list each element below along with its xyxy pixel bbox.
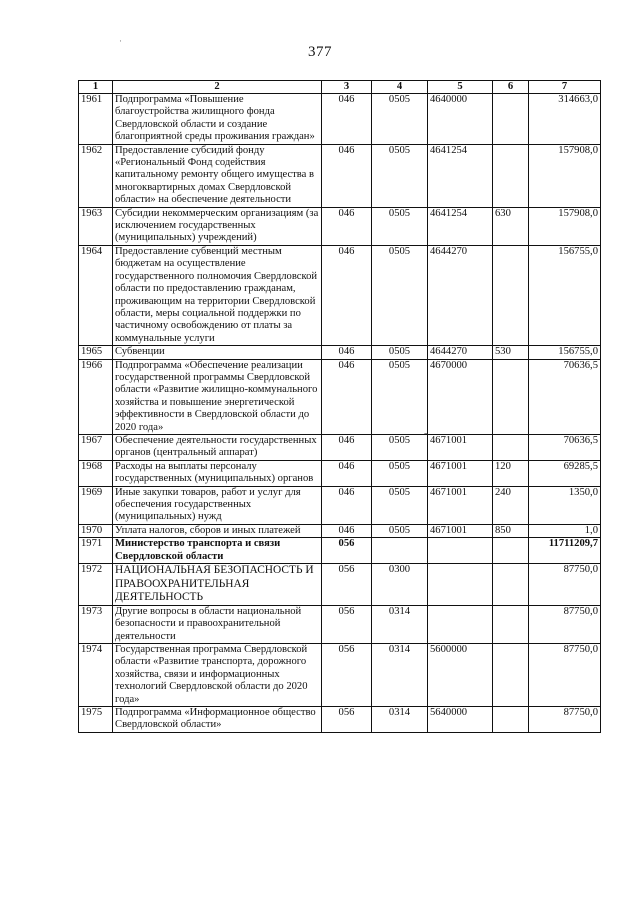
row-expense-type-cell xyxy=(493,144,529,207)
table-row xyxy=(79,207,601,245)
row-name-cell: Субсидии некоммерческим организациям (за исключением государственных (муниципальных) учреждений) xyxy=(113,207,322,245)
row-section-code-cell: 0505 xyxy=(372,346,428,359)
table-row xyxy=(79,644,601,707)
row-target-article-cell: 5640000 xyxy=(428,707,493,733)
col-header-4: 4 xyxy=(372,81,428,94)
row-amount-cell: 157908,0 xyxy=(529,144,601,207)
row-expense-type-cell xyxy=(493,707,529,733)
row-expense-type-cell: 530 xyxy=(493,346,529,359)
row-target-article-cell xyxy=(428,538,493,564)
row-department-code-cell: 046 xyxy=(322,524,372,537)
row-number-cell: 1965 xyxy=(79,346,113,359)
budget-table xyxy=(78,80,601,733)
row-department-code-cell: 056 xyxy=(322,564,372,606)
row-amount-cell: 1,0 xyxy=(529,524,601,537)
table-row xyxy=(79,94,601,145)
row-department-code-cell: 056 xyxy=(322,644,372,707)
row-target-article-cell: 4641254 xyxy=(428,207,493,245)
col-header-6: 6 xyxy=(493,81,529,94)
table-row xyxy=(79,486,601,524)
table-header-row xyxy=(79,81,601,94)
row-target-article-cell: 5600000 xyxy=(428,644,493,707)
row-department-code-cell: 056 xyxy=(322,605,372,643)
row-expense-type-cell xyxy=(493,538,529,564)
table-row xyxy=(79,144,601,207)
row-department-code-cell: 046 xyxy=(322,346,372,359)
row-amount-cell: 314663,0 xyxy=(529,94,601,145)
row-amount-cell: 69285,5 xyxy=(529,460,601,486)
col-header-3: 3 xyxy=(322,81,372,94)
row-target-article-cell: 4644270 xyxy=(428,346,493,359)
row-amount-cell: 156755,0 xyxy=(529,346,601,359)
row-number-cell: 1972 xyxy=(79,564,113,606)
row-number-cell: 1961 xyxy=(79,94,113,145)
row-target-article-cell: 4671001 xyxy=(428,486,493,524)
row-amount-cell: 70636,5 xyxy=(529,359,601,434)
row-section-code-cell: 0300 xyxy=(372,564,428,606)
row-amount-cell: 157908,0 xyxy=(529,207,601,245)
row-number-cell: 1963 xyxy=(79,207,113,245)
row-target-article-cell: 4640000 xyxy=(428,94,493,145)
col-header-7: 7 xyxy=(529,81,601,94)
row-number-cell: 1969 xyxy=(79,486,113,524)
table-row xyxy=(79,359,601,434)
col-header-5: 5 xyxy=(428,81,493,94)
row-number-cell: 1962 xyxy=(79,144,113,207)
col-header-1: 1 xyxy=(79,81,113,94)
row-department-code-cell: 046 xyxy=(322,434,372,460)
row-section-code-cell: 0505 xyxy=(372,460,428,486)
row-expense-type-cell xyxy=(493,245,529,345)
row-name-cell: Предоставление субвенций местным бюджетам на осуществление государственного полномочия Свердловской области по предоставлению гражданам, проживающим на территории Свердловской области, меры социальной поддержки по частичному освобождению от платы за коммунальные услуги xyxy=(113,245,322,345)
row-name-cell: Уплата налогов, сборов и иных платежей xyxy=(113,524,322,537)
row-target-article-cell: 4641254 xyxy=(428,144,493,207)
row-expense-type-cell xyxy=(493,434,529,460)
row-target-article-cell: 4670000 xyxy=(428,359,493,434)
row-section-code-cell: 0505 xyxy=(372,207,428,245)
row-target-article-cell: 4671001 xyxy=(428,434,493,460)
row-number-cell: 1964 xyxy=(79,245,113,345)
row-department-code-cell: 046 xyxy=(322,144,372,207)
row-expense-type-cell: 240 xyxy=(493,486,529,524)
row-number-cell: 1970 xyxy=(79,524,113,537)
table-row xyxy=(79,346,601,359)
row-department-code-cell: 046 xyxy=(322,486,372,524)
row-section-code-cell: 0505 xyxy=(372,245,428,345)
row-name-cell: Подпрограмма «Информационное общество Свердловской области» xyxy=(113,707,322,733)
row-department-code-cell: 046 xyxy=(322,207,372,245)
row-amount-cell: 70636,5 xyxy=(529,434,601,460)
row-department-code-cell: 046 xyxy=(322,460,372,486)
table-row xyxy=(79,434,601,460)
row-amount-cell: 1350,0 xyxy=(529,486,601,524)
row-amount-cell: 87750,0 xyxy=(529,605,601,643)
table-row xyxy=(79,460,601,486)
row-name-cell: Подпрограмма «Обеспечение реализации государственной программы Свердловской области «Развитие жилищно-коммунального хозяйства и повышение энергетической эффективности в Свердловской области до 2020 года» xyxy=(113,359,322,434)
table-row xyxy=(79,538,601,564)
row-name-cell: Иные закупки товаров, работ и услуг для обеспечения государственных (муниципальных) нужд xyxy=(113,486,322,524)
row-section-code-cell: 0314 xyxy=(372,644,428,707)
row-department-code-cell: 046 xyxy=(322,94,372,145)
row-name-cell: Другие вопросы в области национальной безопасности и правоохранительной деятельности xyxy=(113,605,322,643)
table-row xyxy=(79,707,601,733)
row-expense-type-cell xyxy=(493,605,529,643)
row-number-cell: 1971 xyxy=(79,538,113,564)
table-row xyxy=(79,524,601,537)
page-number: 377 xyxy=(308,44,332,60)
scan-speck: - xyxy=(424,428,428,439)
row-section-code-cell xyxy=(372,538,428,564)
row-department-code-cell: 046 xyxy=(322,359,372,434)
row-section-code-cell: 0505 xyxy=(372,524,428,537)
row-department-code-cell: 056 xyxy=(322,707,372,733)
row-expense-type-cell xyxy=(493,94,529,145)
col-header-2: 2 xyxy=(113,81,322,94)
row-number-cell: 1968 xyxy=(79,460,113,486)
row-name-cell: Министерство транспорта и связи Свердловской области xyxy=(113,538,322,564)
row-amount-cell: 87750,0 xyxy=(529,707,601,733)
row-section-code-cell: 0505 xyxy=(372,434,428,460)
row-expense-type-cell: 850 xyxy=(493,524,529,537)
row-section-code-cell: 0505 xyxy=(372,144,428,207)
table-row xyxy=(79,605,601,643)
row-name-cell: НАЦИОНАЛЬНАЯ БЕЗОПАСНОСТЬ И ПРАВООХРАНИТЕЛЬНАЯ ДЕЯТЕЛЬНОСТЬ xyxy=(113,564,322,606)
row-department-code-cell: 056 xyxy=(322,538,372,564)
row-name-cell: Обеспечение деятельности государственных органов (центральный аппарат) xyxy=(113,434,322,460)
row-target-article-cell xyxy=(428,605,493,643)
row-target-article-cell: 4644270 xyxy=(428,245,493,345)
row-name-cell: Подпрограмма «Повышение благоустройства жилищного фонда Свердловской области и создание благоприятной среды проживания граждан» xyxy=(113,94,322,145)
table-row xyxy=(79,245,601,345)
row-expense-type-cell xyxy=(493,359,529,434)
row-section-code-cell: 0314 xyxy=(372,707,428,733)
row-section-code-cell: 0505 xyxy=(372,94,428,145)
row-expense-type-cell xyxy=(493,644,529,707)
row-number-cell: 1974 xyxy=(79,644,113,707)
row-amount-cell: 11711209,7 xyxy=(529,538,601,564)
row-section-code-cell: 0505 xyxy=(372,359,428,434)
row-target-article-cell: 4671001 xyxy=(428,460,493,486)
row-amount-cell: 87750,0 xyxy=(529,644,601,707)
row-amount-cell: 87750,0 xyxy=(529,564,601,606)
row-section-code-cell: 0314 xyxy=(372,605,428,643)
row-name-cell: Субвенции xyxy=(113,346,322,359)
row-number-cell: 1966 xyxy=(79,359,113,434)
row-number-cell: 1973 xyxy=(79,605,113,643)
row-section-code-cell: 0505 xyxy=(372,486,428,524)
scan-speck: · xyxy=(119,36,122,46)
table-row xyxy=(79,564,601,606)
row-number-cell: 1975 xyxy=(79,707,113,733)
row-expense-type-cell: 120 xyxy=(493,460,529,486)
row-expense-type-cell xyxy=(493,564,529,606)
row-name-cell: Расходы на выплаты персоналу государственных (муниципальных) органов xyxy=(113,460,322,486)
row-name-cell: Государственная программа Свердловской области «Развитие транспорта, дорожного хозяйства, связи и информационных технологий Свердловской области до 2020 года» xyxy=(113,644,322,707)
row-name-cell: Предоставление субсидий фонду «Региональный Фонд содействия капитальному ремонту общего имущества в многоквартирных домах Свердловской области» на обеспечение деятельности xyxy=(113,144,322,207)
row-target-article-cell xyxy=(428,564,493,606)
row-department-code-cell: 046 xyxy=(322,245,372,345)
row-number-cell: 1967 xyxy=(79,434,113,460)
row-expense-type-cell: 630 xyxy=(493,207,529,245)
row-target-article-cell: 4671001 xyxy=(428,524,493,537)
row-amount-cell: 156755,0 xyxy=(529,245,601,345)
